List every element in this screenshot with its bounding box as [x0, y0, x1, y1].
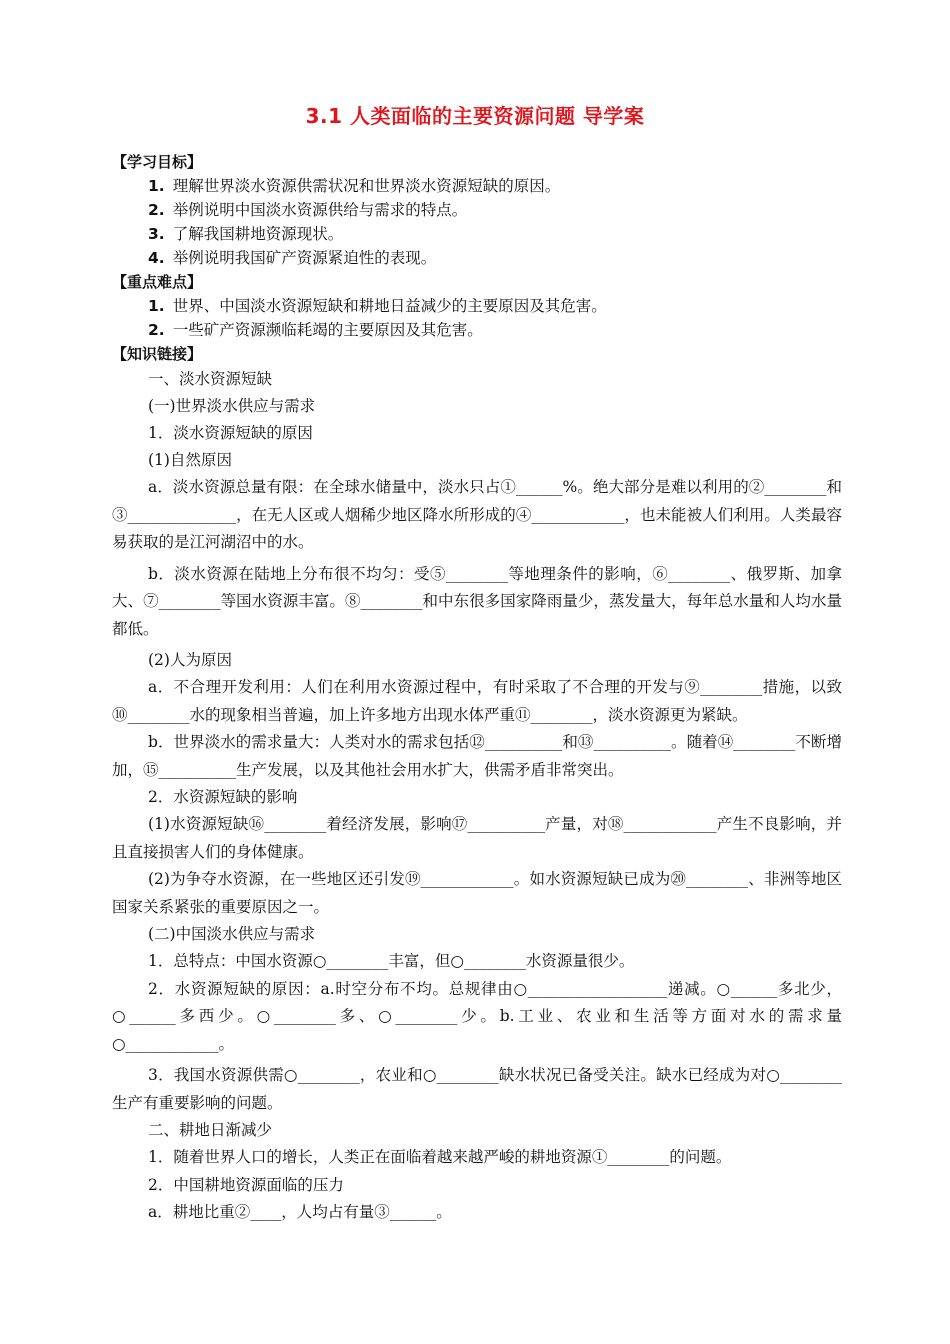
key-point-item: 2. 一些矿产资源濒临耗竭的主要原因及其危害。 — [148, 321, 483, 339]
subsection-title: 一、淡水资源短缺 — [148, 370, 273, 388]
fill-blank-paragraph: a．不合理开发利用：人们在利用水资源过程中，有时采取了不合理的开发与⑨________措施，以致⑩________水的现象相当普遍，加上许多地方出现水体严重⑪________，淡水资源更为紧缺。 — [112, 678, 842, 724]
subsection-title: (1)自然原因 — [148, 451, 232, 469]
section-heading-objectives: 【学习目标】 — [112, 153, 203, 171]
subsection-title: (2)人为原因 — [148, 651, 232, 669]
fill-blank-paragraph: 1．总特点：中国水资源○________丰富，但○________水资源量很少。 — [148, 952, 635, 970]
subsection-title: 二、耕地日渐减少 — [148, 1121, 273, 1139]
objective-item: 3. 了解我国耕地资源现状。 — [148, 225, 344, 243]
fill-blank-paragraph: a．耕地比重②____，人均占有量③______。 — [148, 1202, 452, 1221]
subsection-title: (一)世界淡水供应与需求 — [148, 397, 316, 415]
section-heading-knowledge: 【知识链接】 — [112, 345, 203, 363]
fill-blank-paragraph: (2)为争夺水资源，在一些地区还引发⑲____________。如水资源短缺已成为⑳________、非洲等地区国家关系紧张的重要原因之一。 — [112, 870, 842, 916]
fill-blank-paragraph: b．淡水资源在陆地上分布很不均匀：受⑤________等地理条件的影响，⑥________、俄罗斯、加拿大、⑦________等国水资源丰富。⑧________和中东很多国家降雨量少，蒸发量大，每年总水量和人均水量都低。 — [112, 564, 842, 638]
objective-item: 4. 举例说明我国矿产资源紧迫性的表现。 — [148, 249, 437, 267]
key-point-item: 1. 世界、中国淡水资源短缺和耕地日益减少的主要原因及其危害。 — [148, 297, 607, 315]
objective-item: 1. 理解世界淡水资源供需状况和世界淡水资源短缺的原因。 — [148, 177, 561, 195]
fill-blank-paragraph: 1．随着世界人口的增长，人类正在面临着越来越严峻的耕地资源①________的问题。 — [148, 1148, 732, 1166]
section-heading-key-points: 【重点难点】 — [112, 273, 203, 291]
fill-blank-paragraph: 2．水资源短缺的原因：a.时空分布不均。总规律由○__________________递减。○______多北少，○______多西少。○________多、○________少。b.工业、农业和生活等方面对水的需求量○____________。 — [112, 979, 842, 1053]
fill-blank-paragraph: (1)水资源短缺⑯________着经济发展，影响⑰__________产量，对⑱____________产生不良影响，并且直接损害人们的身体健康。 — [112, 815, 842, 861]
fill-blank-paragraph: a．淡水资源总量有限：在全球水储量中，淡水只占①______%。绝大部分是难以利用的②________和③______________，在无人区或人烟稀少地区降水所形成的④____________，也未能被人们利用。人类最容易获取的是江河湖沼中的水。 — [112, 478, 842, 551]
subsection-title: (二)中国淡水供应与需求 — [148, 925, 316, 943]
document-body — [112, 150, 842, 1226]
objective-item: 2. 举例说明中国淡水资源供给与需求的特点。 — [148, 201, 468, 219]
fill-blank-paragraph: 3．我国水资源供需○________，农业和○________缺水状况已备受关注。缺水已经成为对○________生产有重要影响的问题。 — [112, 1066, 842, 1112]
subsection-title: 2．水资源短缺的影响 — [148, 788, 298, 806]
subsection-title: 2．中国耕地资源面临的压力 — [148, 1175, 344, 1194]
page-title: 3.1 人类面临的主要资源问题 导学案 — [305, 104, 645, 128]
subsection-title: 1．淡水资源短缺的原因 — [148, 424, 313, 442]
fill-blank-paragraph: b．世界淡水的需求量大：人类对水的需求包括⑫__________和⑬__________。随着⑭________不断增加，⑮__________生产发展，以及其他社会用水扩大，供需矛盾非常突出。 — [112, 733, 842, 779]
